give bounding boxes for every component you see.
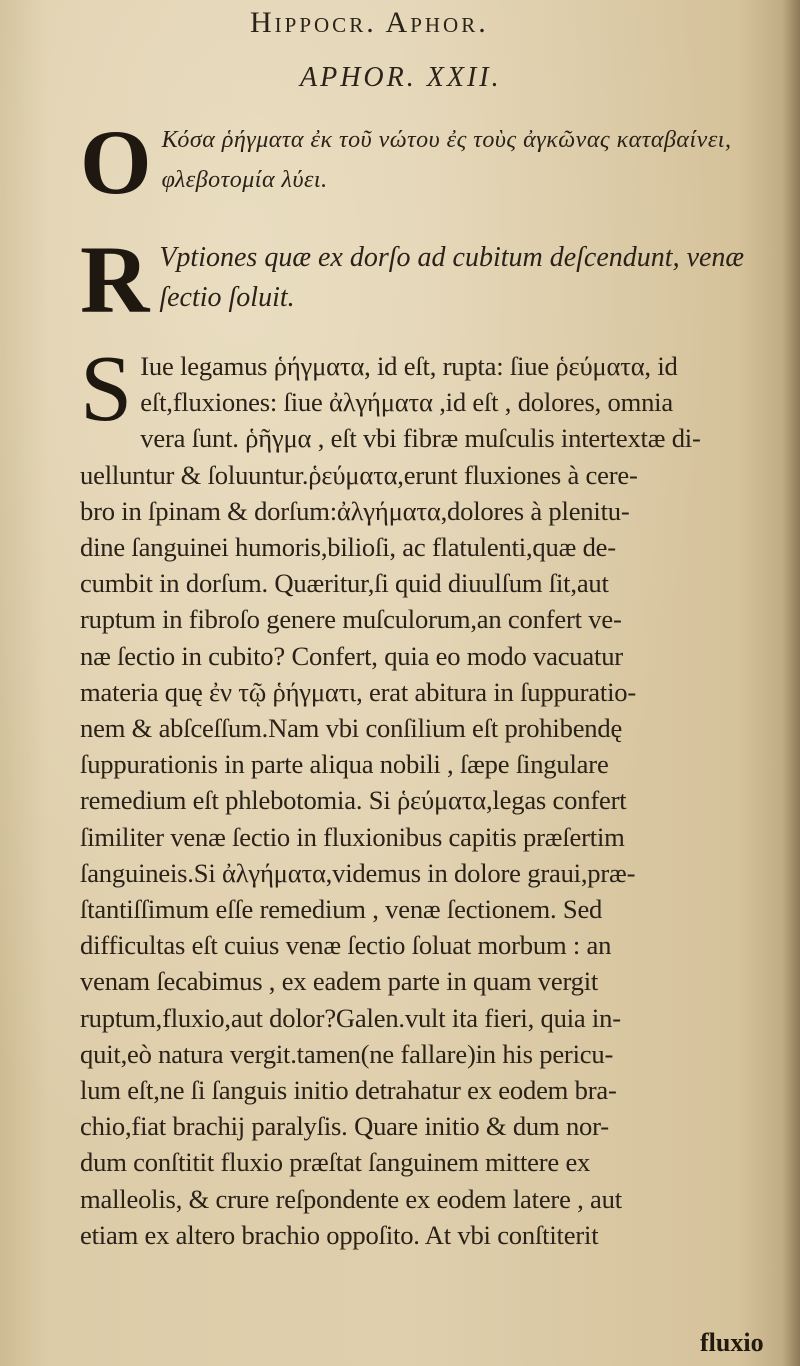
commentary-line: Iue legamus ῥήγματα, id eſt, rupta: ſiue ῥεύματα, id	[140, 351, 678, 381]
commentary-line: ſtantiſſimum eſſe remedium , venæ ſectionem. Sed	[80, 894, 603, 925]
commentary-line: nem & abſceſſum.Nam vbi conſilium eſt prohibendę	[80, 713, 623, 744]
commentary-line: malleolis, & crure reſpondente ex eodem latere , aut	[80, 1183, 622, 1214]
latin-line: ſectio ſoluit.	[159, 282, 295, 313]
commentary-line: bro in ſpinam & dorſum:ἀλγήματα,dolores à plenitu-	[80, 495, 630, 526]
commentary-dropcap: S	[80, 337, 133, 441]
commentary-line: ruptum in fibroſo genere muſculorum,an confert ve-	[80, 604, 622, 635]
commentary-line: ruptum,fluxio,aut dolor?Galen.vult ita fieri, quia in-	[80, 1002, 621, 1033]
running-head: Hippocr. Aphor.	[250, 6, 489, 39]
latin-dropcap: R	[80, 226, 150, 333]
latin-aphorism	[80, 226, 780, 333]
commentary-line: uelluntur & ſoluuntur.ῥεύματα,erunt fluxiones à cere-	[80, 459, 638, 490]
commentary-line: ſanguineis.Si ἀλγήματα,videmus in dolore graui,præ-	[80, 857, 636, 888]
spine-shadow	[782, 0, 800, 1366]
commentary-line: vera ſunt. ῥῆγμα , eſt vbi fibræ muſculis intertextæ di-	[140, 423, 701, 454]
commentary-line: ſimiliter venæ ſectio in fluxionibus capitis præſertim	[80, 821, 625, 852]
commentary-line: næ ſectio in cubito? Confert, quia eo modo vacuatur	[80, 640, 623, 671]
commentary-line: cumbit in dorſum. Quæritur,ſi quid diuulſum ſit,aut	[80, 568, 609, 599]
aphorism-title: APHOR. XXII.	[300, 62, 502, 93]
greek-aphorism	[80, 111, 770, 213]
commentary-line: chio,fiat brachij paralyſis. Quare initio & dum nor-	[80, 1111, 609, 1142]
commentary-line: dine ſanguinei humoris,bilioſi, ac flatulenti,quæ de-	[80, 532, 616, 563]
commentary-line: venam ſecabimus , ex eadem parte in quam vergit	[80, 966, 599, 997]
commentary-line: etiam ex altero brachio oppoſito. At vbi conſtiterit	[80, 1219, 599, 1250]
commentary-line: remedium eſt phlebotomia. Si ῥεύματα,legas confert	[80, 785, 627, 816]
commentary-line: dum conſtitit fluxio præſtat ſanguinem mittere ex	[80, 1147, 591, 1178]
commentary-line: ſuppurationis in parte aliqua nobili , ſæpe ſingulare	[80, 749, 609, 780]
commentary	[80, 337, 780, 1253]
commentary-line: materia quę ἐν τῷ ῥήγματι, erat abitura in ſuppuratio-	[80, 676, 637, 707]
commentary-line: quit,eò natura vergit.tamen(ne fallare)in his pericu-	[80, 1038, 614, 1069]
greek-line: Κόσα ῥήγματα ἐκ τοῦ νώτου ἐς τοὺς ἀγκῶνας καταβαίνει,	[161, 127, 732, 153]
catchword: fluxio	[700, 1328, 764, 1357]
latin-line: Vptiones quæ ex dorſo ad cubitum deſcendunt, venæ	[159, 242, 745, 273]
greek-line: φλεβοτομία λύει.	[161, 167, 328, 193]
commentary-line: difficultas eſt cuius venæ ſectio ſoluat morbum : an	[80, 930, 612, 961]
commentary-line: lum eſt,ne ſi ſanguis initio detrahatur ex eodem bra-	[80, 1075, 617, 1106]
greek-dropcap: O	[80, 111, 152, 213]
commentary-line: eſt,fluxiones: ſiue ἀλγήματα ,id eſt , dolores, omnia	[140, 387, 673, 418]
